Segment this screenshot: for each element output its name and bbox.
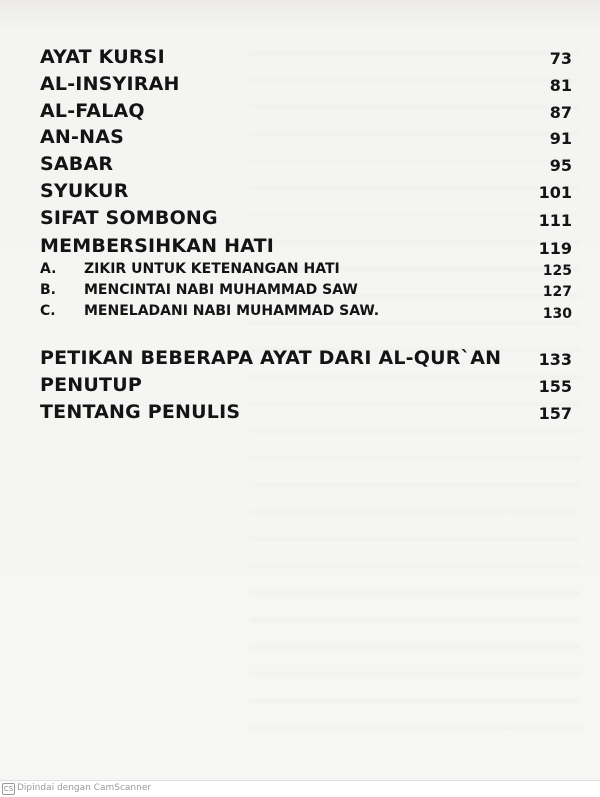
toc-entry-title: PENUTUP	[40, 374, 142, 396]
toc-entry-ayat-kursi	[40, 46, 572, 74]
toc-entry-page: 73	[549, 49, 572, 68]
toc-entry-page: 157	[538, 404, 572, 423]
toc-entry-page: 133	[538, 350, 572, 369]
toc-entry-title: AL-FALAQ	[40, 100, 145, 122]
toc-entry-penutup	[40, 374, 572, 402]
toc-subentry-letter: A.	[40, 261, 57, 277]
toc-entry-page: 81	[549, 76, 572, 95]
toc-entry-title: SABAR	[40, 153, 114, 175]
toc-entry-page: 95	[549, 156, 572, 175]
toc-entry-page: 91	[549, 129, 572, 148]
toc-entry-al-falaq	[40, 100, 572, 128]
toc-entry-petikan	[40, 347, 572, 375]
toc-entry-page: 119	[538, 239, 572, 258]
toc-subentry-mencintai	[40, 282, 572, 304]
toc-subentry-zikir	[40, 261, 572, 283]
toc-entry-an-nas	[40, 126, 572, 154]
toc-entry-title: SIFAT SOMBONG	[40, 207, 218, 229]
toc-entry-title: AN-NAS	[40, 126, 124, 148]
toc-subentry-title: MENCINTAI NABI MUHAMMAD SAW	[84, 282, 358, 298]
toc-entry-title: TENTANG PENULIS	[40, 401, 241, 423]
scanner-footer	[0, 780, 600, 797]
toc-entry-page: 87	[549, 103, 572, 122]
toc-entry-al-insyirah	[40, 73, 572, 101]
toc-entry-page: 111	[538, 211, 572, 230]
toc-subentry-letter: C.	[40, 303, 56, 319]
toc-entry-title: PETIKAN BEBERAPA AYAT DARI AL-QUR`AN	[40, 347, 502, 369]
scanner-watermark-text: Dipindai dengan CamScanner	[17, 783, 152, 793]
toc-entry-sifat-sombong	[40, 207, 572, 235]
toc-entry-title: AL-INSYIRAH	[40, 73, 180, 95]
toc-entry-tentang-penulis	[40, 401, 572, 429]
toc-entry-membersihkan-hati	[40, 235, 572, 263]
toc-entry-page: 155	[538, 377, 572, 396]
toc-subentry-title: ZIKIR UNTUK KETENANGAN HATI	[84, 261, 340, 277]
toc-entry-title: MEMBERSIHKAN HATI	[40, 235, 275, 257]
toc-subentry-page: 130	[542, 306, 572, 322]
toc-subentry-title: MENELADANI NABI MUHAMMAD SAW.	[84, 303, 380, 319]
toc-entry-syukur	[40, 180, 572, 208]
toc-subentry-letter: B.	[40, 282, 56, 298]
toc-entry-title: AYAT KURSI	[40, 46, 165, 68]
toc-entry-sabar	[40, 153, 572, 181]
toc-entry-title: SYUKUR	[40, 180, 129, 202]
camscanner-logo-icon: CS	[3, 785, 14, 793]
toc-subentry-page: 125	[542, 263, 572, 279]
toc-subentry-meneladani	[40, 303, 572, 325]
toc-entry-page: 101	[538, 183, 572, 202]
toc-subentry-page: 127	[542, 284, 572, 300]
